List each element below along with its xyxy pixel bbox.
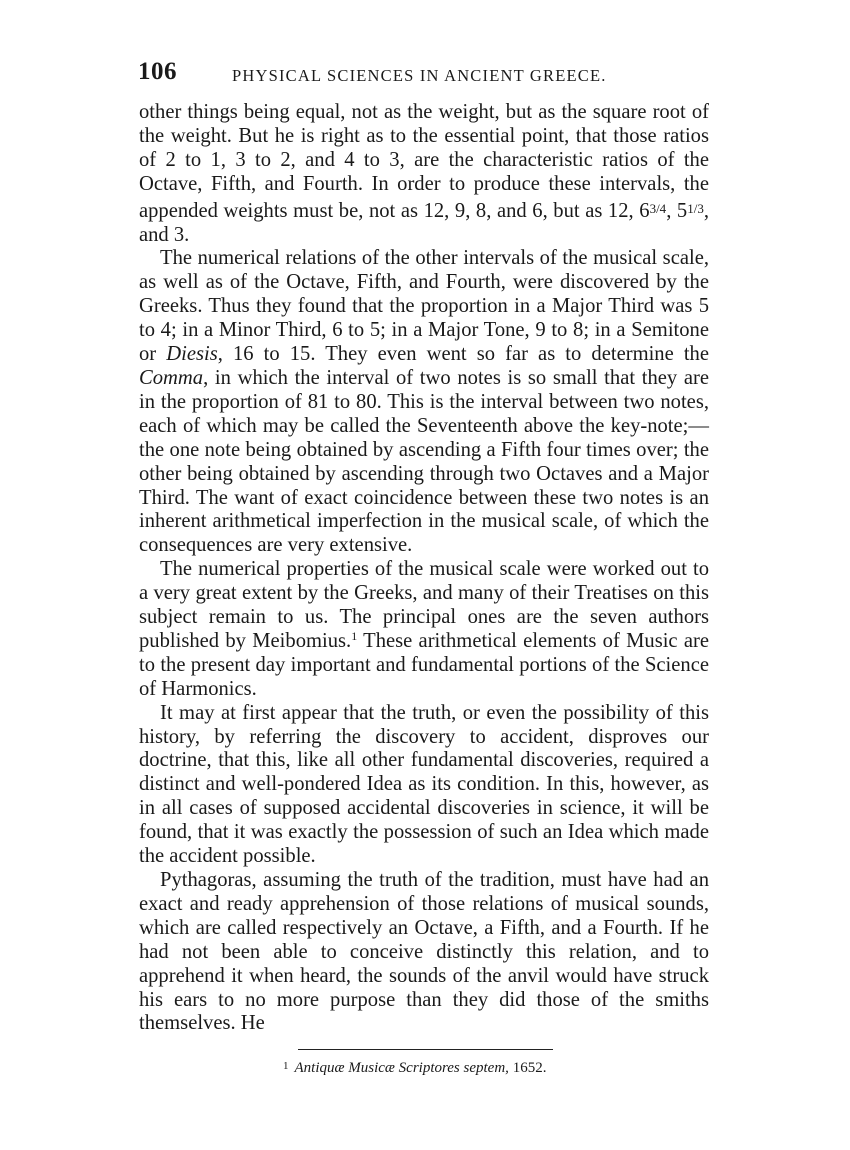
page-number: 106 [138, 58, 177, 85]
text-segment: , in which the interval of two notes is so small that they are in the proportion of 81 to 80. This is the interval between two notes, each of which may be called the Seventeenth above the key-note;—the one note being obtained by ascending a Fifth four times over; the other being obtained by ascending through two Octaves and a Major Third. The want of exact coincidence between these two notes is an inherent arithmetical imperfection in the musical scale, of which the consequences are very extensive. [139, 366, 709, 557]
text-segment: , and 3. [139, 199, 709, 246]
running-title: PHYSICAL SCIENCES IN ANCIENT GREECE. [232, 66, 607, 85]
paragraph-4 [139, 702, 709, 869]
running-head [138, 58, 713, 88]
italic-term: Diesis [166, 343, 218, 366]
footnote-reference: 1 [351, 628, 358, 643]
paragraph-2 [139, 247, 709, 558]
footnote-year: 1652. [512, 1060, 547, 1076]
fraction: 1/3 [687, 200, 704, 216]
paragraph-5 [139, 869, 709, 1036]
text-segment: It may at first appear that the truth, or even the possibility of this history, by referring the discovery to accident, disproves our doctrine, that this, like all other fundamental discoveries, required a distinct and well-pondered Idea as its condition. In this, however, as in all cases of supposed accidental discoveries in science, it will be found, that it was exactly the possession of such an Idea which made the accident possible. [139, 701, 709, 868]
text-segment: other things being equal, not as the weight, but as the square root of the weight. But he is right as to the essential point, that those ratios of 2 to 1, 3 to 2, and 4 to 3, are the characteristic ratios of the Octave, Fifth, and Fourth. In order to produce these intervals, the appended weights must be, not as 12, 9, 8, and 6, but as 12, 6 [139, 101, 709, 222]
fraction: 3/4 [649, 200, 667, 216]
text-segment: These arithmetical elements of Music are to the present day important and fundamental portions of the Science of Harmonics. [139, 629, 709, 700]
footnote-divider [298, 1049, 553, 1050]
footnote [283, 1060, 546, 1077]
text-segment: , 16 to 15. They even went so far as to determine the [217, 343, 709, 366]
paragraph-3 [139, 558, 709, 701]
footnote-title: Antiquæ Musicæ Scriptores septem, [294, 1060, 509, 1076]
text-segment: , 5 [666, 199, 688, 222]
paragraph-1 [139, 101, 709, 247]
text-segment: Pythagoras, assuming the truth of the tradition, must have had an exact and ready apprehension of those relations of musical sounds, which are called respectively an Octave, a Fifth, and a Fourth. If he had not been able to conceive distinctly this relation, and to apprehend it when heard, the sounds of the anvil would have struck his ears to no more purpose than they did those of the smiths themselves. He [139, 869, 709, 1035]
text-segment: The numerical properties of the musical scale were worked out to a very great extent by the Greeks, and many of their Treatises on this subject remain to us. The principal ones are the seven authors published by Meibomius. [139, 558, 709, 652]
text-segment: The numerical relations of the other intervals of the musical scale, as well as of the Octave, Fifth, and Fourth, were discovered by the Greeks. Thus they found that the proportion in a Major Third was 5 to 4; in a Minor Third, 6 to 5; in a Major Tone, 9 to 8; in a Semitone or [139, 247, 709, 366]
body-text [139, 101, 709, 1036]
footnote-marker: 1 [283, 1060, 289, 1072]
italic-term: Comma [139, 366, 204, 389]
